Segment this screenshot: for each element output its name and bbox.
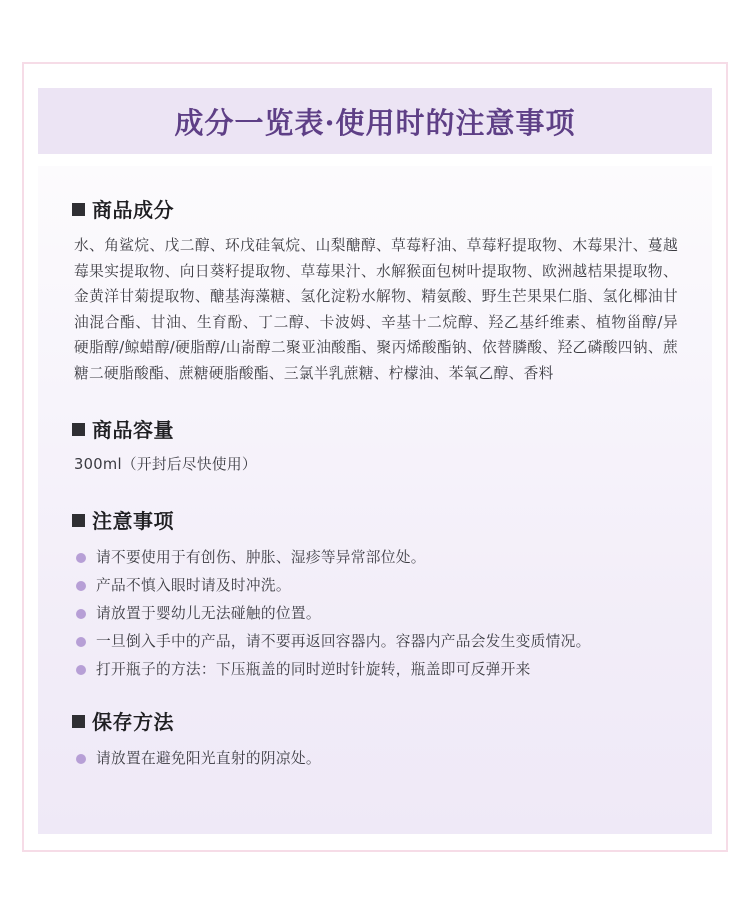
list-item [74, 745, 678, 773]
content-panel [38, 166, 712, 834]
list-item-text: 请放置于婴幼儿无法碰触的位置。 [96, 605, 321, 622]
page-title: 成分一览表·使用时的注意事项 [174, 105, 576, 140]
list-item-text: 请放置在避免阳光直射的阴凉处。 [96, 750, 321, 767]
square-bullet-icon [72, 203, 85, 216]
round-bullet-icon [76, 754, 86, 764]
list-item-text: 打开瓶子的方法：下压瓶盖的同时逆时针旋转，瓶盖即可反弹开来 [96, 661, 531, 678]
page-title-band [38, 88, 712, 154]
spacer [72, 390, 678, 414]
cautions-heading: 注意事项 [92, 509, 174, 533]
list-item [74, 572, 678, 600]
section-cautions [72, 505, 678, 684]
square-bullet-icon [72, 715, 85, 728]
list-item-text: 请不要使用于有创伤、肿胀、湿疹等异常部位处。 [96, 549, 426, 566]
list-item-text: 产品不慎入眼时请及时冲洗。 [96, 577, 291, 594]
round-bullet-icon [76, 665, 86, 675]
volume-text: 300ml（开封后尽快使用） [74, 456, 257, 473]
cautions-list [74, 544, 678, 684]
list-item-text: 一旦倒入手中的产品，请不要再返回容器内。容器内产品会发生变质情况。 [96, 633, 591, 650]
storage-heading-row [72, 706, 678, 735]
section-volume [72, 414, 678, 477]
list-item [74, 656, 678, 684]
spacer [72, 688, 678, 706]
list-item [74, 628, 678, 656]
storage-list [74, 745, 678, 773]
square-bullet-icon [72, 514, 85, 527]
round-bullet-icon [76, 581, 86, 591]
cautions-heading-row [72, 505, 678, 534]
list-item [74, 544, 678, 572]
list-item [74, 600, 678, 628]
spacer [72, 481, 678, 505]
round-bullet-icon [76, 637, 86, 647]
ingredients-heading-row [72, 194, 678, 223]
round-bullet-icon [76, 609, 86, 619]
volume-heading-row [72, 414, 678, 443]
round-bullet-icon [76, 553, 86, 563]
section-storage [72, 706, 678, 773]
volume-heading: 商品容量 [92, 418, 174, 442]
ingredients-text: 水、角鲨烷、戊二醇、环戊硅氧烷、山梨醣醇、草莓籽油、草莓籽提取物、木莓果汁、蔓越莓果实提取物、向日葵籽提取物、草莓果汁、水解猴面包树叶提取物、欧洲越桔果提取物、金黄洋甘菊提取物、醣基海藻糖、氢化淀粉水解物、精氨酸、野生芒果果仁脂、氢化椰油甘油混合酯、甘油、生育酚、丁二醇、卡波姆、辛基十二烷醇、羟乙基纤维素、植物甾醇/异硬脂醇/鲸蜡醇/硬脂醇/山嵛醇二聚亚油酸酯、聚丙烯酸酯钠、依替膦酸、羟乙磷酸四钠、蔗糖二硬脂酸酯、蔗糖硬脂酸酯、三氯半乳蔗糖、柠檬油、苯氧乙醇、香料 [74, 237, 678, 382]
section-ingredients [72, 194, 678, 386]
storage-heading: 保存方法 [92, 710, 174, 734]
square-bullet-icon [72, 423, 85, 436]
ingredients-heading: 商品成分 [92, 198, 174, 222]
